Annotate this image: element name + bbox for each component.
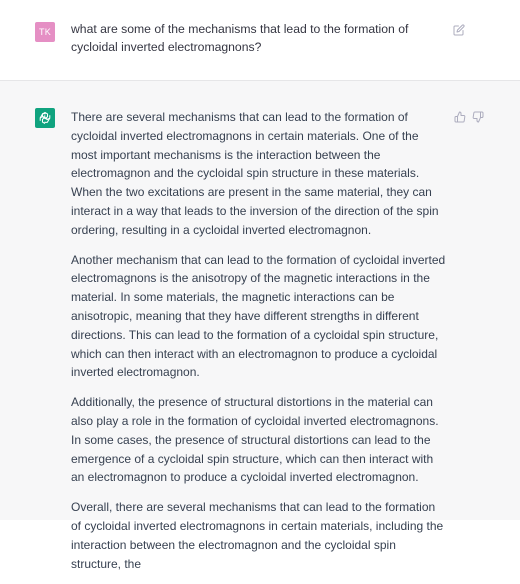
assistant-avatar bbox=[35, 108, 55, 128]
edit-icon[interactable] bbox=[453, 24, 465, 36]
thumbs-down-icon[interactable] bbox=[472, 111, 484, 123]
answer-paragraph-1: There are several mechanisms that can lead to the formation of cycloidal inverted electromagnons in certain materials. One of the most important mechanisms is the interaction between the electromagnon and the cycloidal spin structure in these materials. When the two excitations are present in the same material, they can interact in a way that leads to the inversion of the direction of the spin ordering, resulting in a cycloidal inverted electromagnon. bbox=[71, 110, 439, 237]
thumbs-up-icon[interactable] bbox=[454, 111, 466, 123]
assistant-message-row bbox=[0, 81, 520, 571]
user-avatar: TK bbox=[35, 22, 55, 42]
answer-paragraph-2: Another mechanism that can lead to the formation of cycloidal inverted electromagnons is the anisotropy of the magnetic interactions in the material. In some materials, the magnetic interactions can be anisotropic, meaning that they have different strengths in different directions. This can lead to the formation of a cycloidal spin structure, which can then interact with an electromagnon to produce a cycloidal inverted electromagnon. bbox=[71, 252, 446, 380]
openai-logo-icon bbox=[38, 111, 52, 125]
user-message-row bbox=[0, 0, 520, 81]
answer-paragraph-4: Overall, there are several mechanisms that can lead to the formation of cycloidal inverted electromagnons in certain materials, including the interaction between the electromagnon and the cycloidal spin structure, the bbox=[71, 500, 444, 571]
answer-paragraph-3: Additionally, the presence of structural distortions in the material can also play a role in the formation of cycloidal inverted electromagnons. In some cases, the presence of structural distortions can lead to the emergence of a cycloidal spin structure, which can then interact with an electromagnon to produce a cycloidal inverted electromagnon. bbox=[71, 395, 439, 485]
user-message-text: what are some of the mechanisms that lead to the formation of cycloidal inverted electromagnons? bbox=[71, 22, 409, 54]
assistant-answer bbox=[71, 108, 446, 584]
